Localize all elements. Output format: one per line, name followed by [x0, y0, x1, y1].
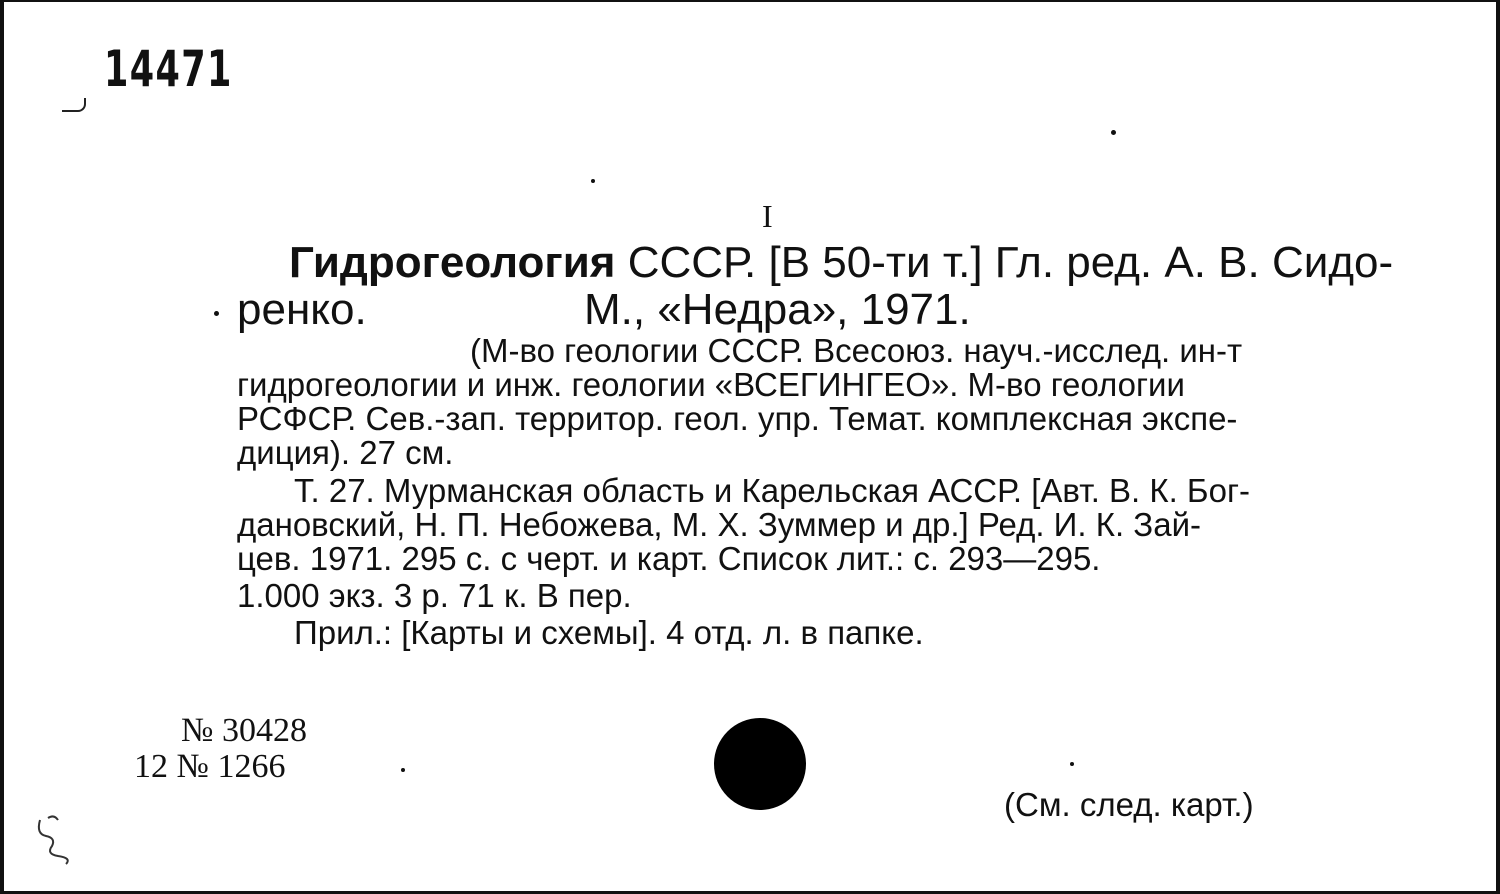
scribble-mark [32, 810, 82, 870]
speck [591, 179, 595, 183]
volume-number: I [762, 198, 773, 234]
series-line-4: диция). 27 см. [237, 434, 454, 471]
accession-number: № 30428 [181, 712, 307, 749]
series-line-2: гидрогеологии и инж. геологии «ВСЕГИНГЕО». М-во геологии [237, 366, 1185, 403]
handwritten-number: 14471 [104, 40, 233, 98]
series-line-3: РСФСР. Сев.-зап. территор. геол. упр. Темат. комплексная экспе- [237, 400, 1238, 437]
title-line-2a: ренко. [237, 285, 367, 334]
volume-line-1: Т. 27. Мурманская область и Карельская АССР. [Авт. В. К. Бог- [294, 472, 1250, 509]
speck [214, 311, 219, 316]
title-rest: СССР. [В 50-ти т.] Гл. ред. А. В. Сидо- [615, 238, 1394, 287]
appendix-line: Прил.: [Карты и схемы]. 4 отд. л. в папке. [294, 614, 924, 651]
volume-line-3: цев. 1971. 295 с. с черт. и карт. Список лит.: с. 293—295. [237, 540, 1101, 577]
title-line-2b: М., «Недра», 1971. [584, 285, 971, 334]
series-line-1: (М-во геологии СССР. Всесоюз. науч.-исслед. ин-т [470, 332, 1243, 369]
punch-hole [714, 718, 806, 810]
volume-line-4: 1.000 экз. 3 р. 71 к. В пер. [237, 577, 632, 614]
title-line-1 [289, 238, 1393, 288]
speck [401, 768, 405, 772]
title-bold: Гидрогеология [289, 238, 616, 287]
catalog-number: 12 № 1266 [134, 748, 286, 785]
volume-line-2: дановский, Н. П. Небожева, М. Х. Зуммер и др.] Ред. И. К. Зай- [237, 506, 1201, 543]
speck [1111, 130, 1116, 135]
continued-note: (См. след. карт.) [1004, 786, 1254, 823]
speck [1070, 762, 1074, 766]
corner-mark [62, 98, 86, 112]
